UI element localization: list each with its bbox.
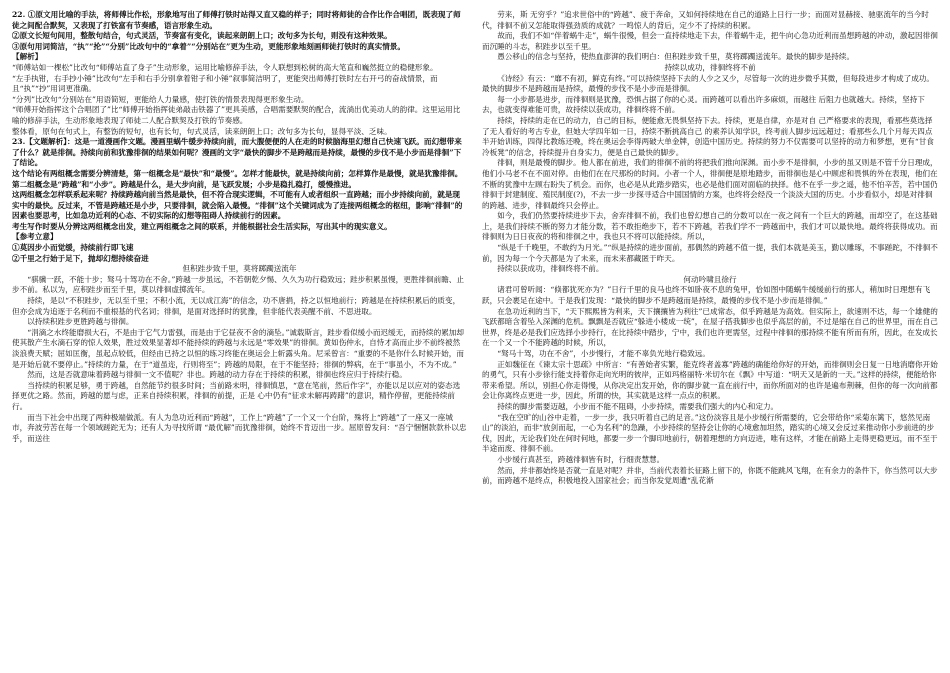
left-paragraph-10: 这个结论有两组概念需要分辨清楚，第一组概念是“最快”和“最慢”。怎样才能最快，就是持续向前；怎样算作是最慢，就是犹豫徘徊。第二组概念是“跨越”和“小步”。跨越是什么，是大步向前，是飞跃发展；小步是稳扎稳打，缓慢推进。	[12, 168, 463, 189]
left-paragraph-0: 22. ①原文用比喻的手法，将师傅比作松，形象地写出了师傅打铁时站得又直又稳的样子；同时将师徒的合作比作合唱团，既表现了师徒之间配合默契，又表现了打铁富有节奏感，语言形象生动。	[12, 10, 461, 30]
right-paragraph-13: 在急功近利的当下，“天下熙熙皆为利来，天下攘攘皆为利往”已成常态，似乎跨越是为高效。但实际上，欲速则不达，每一个雄健的飞跃都暗含着坠入深渊的危机。飘飘是否就应“躲进小楼成一统”，在屋子搭我脚步也似乎高层的前，不过是缩在自己的世界里，而在自己世界，终是必是我们应选择小步持行，在比持续中踏步，宁中，我们也许更需坚，过程中徘徊的那持续不能有所而有所，因此，在发成长在一个又一个不能跨越的时候，所以，	[482, 306, 938, 348]
left-paragraph-5: “左手执钳，右手抄小锤”比改句“左手和右手分别拿着钳子和小锤”叙事简洁明了，更能突出师傅打铁时左右开弓的奋战情景，而且“执”“抄”用词更准确。	[12, 73, 438, 94]
left-paragraph-7: “师傅开始指挥这个合唱团了”比“师傅开始指挥徒弟敲击铁器了”更具美感，合唱需要默契的配合，流淌出优美动人的韵律。这里运用比喻的修辞手法，生动形象地表现了师徒二人配合默契及打铁的节奏感。	[12, 105, 461, 125]
right-paragraph-8: 如今，我们仍然要持续进步下去，舍弃徘徊不前，我们也曾幻想自己的分数可以在一夜之间有一个巨大的跨越，而却空了，在这基础上，是我们持续不断的努力才能分数，若不敢拒绝步下，若不下跨越，若我们学不一跨越而中，我们才可以最快地。最终将获得成功。而徘徊则为日日夜夜的将和徘徊之中，我也只不将可以能持续。所以，	[482, 211, 938, 242]
right-paragraph-14: “驽马十驾，功在不舍”，小步慢行，才能不辜负光地行稳致远。	[497, 349, 710, 358]
left-paragraph-14: ①莫因步小而觉缓，持续前行即飞速	[12, 243, 134, 253]
right-paragraph-4: 《诗经》有云：“靡不有初，鲜克有终。”可以持续坚持下去的人少之又少，尽管每一次的进步微乎其微，但每段进步才构成了成功。最快的脚步不是跨越而是持续，最慢的步伐不是小步而是徘徊。	[482, 73, 934, 94]
left-paragraph-11: 这两组概念怎样联系起来呢？持续跨越向前当然是最快，但不符合现实逻辑，不可能有人或者组织一直跨越；而小步持续向前，就是现实中的最快。反过来，不管是跨越还是小步，只要徘徊，就会陷入最慢。“徘徊”这个关键词成为了连接两组概念的枢纽，影响“徘徊”的因素也要思考，比如急功近利的心态、不切实际的幻想等阻碍人持续前行的因素。	[12, 190, 463, 221]
left-paragraph-17: “骐骥一跃，不能十步；驽马十驾功在不舍。”跨越一步虽远，不若朝乾夕惕、久久为功行稳致远；跬步积累虽慢，更胜徘徊前瞻、止步不前。私以为，应积跬步而至千里，莫以徘徊虚掷流年。	[12, 274, 464, 295]
left-paragraph-22: 当持续的积累足够，勇于跨越，自然能节约很多时间；当前路未明，徘徊慎思，“意在笔前，然后作字”，亦能以足以应对的姿态选择更优之路。然而，跨越的愿与虑，正来自持续积累，徘徊的前提，正是 心中仍有“征求未解再踌躇”的意识，精作停留，更能持续前行。	[12, 380, 461, 411]
right-paragraph-12: 诸君可曾听闻：“倏都犹死亦为？”日行千里的良马也终不如卧夜不息的兔甲，恰如图中随蜗牛缓缓前行的那人，稍加时日理想有飞跃，只会裹足在途中。于是我们发现：“最快的脚步不是跨越而是持续，最慢的步伐不是小步而是徘徊。”	[482, 285, 931, 306]
right-paragraph-10: 持续以获成功，徘徊终将不前。	[497, 264, 604, 274]
right-paragraph-17: “我在空旷的山谷中走着，一步一步，我只听着自己的足音。”这份淡容且是小步缓行所需要的，它会带给你“采菊东篱下，悠然见南山”的淡泊，而非“放剑而起，一心为名利”的急躁，小步持续的坚持会让你的心境愈加坦然，踏实的心境又会反过来推动你小步前进的步伐，因此，无论我们处在何时何地，都要一步一个脚印地前行，朝着理想的方向迈进，唯有这样，才能在前路上走得更稳更远，而不至于半途而废、徘徊不前。	[482, 412, 938, 454]
right-paragraph-5: 每一小步都是进步，而徘徊则是犹豫，恐惧占据了你的心灵。而跨越可以看出许多麻烦，而越往 后阻力也就越大。持续，坚持下去，也就变得难能可贵，故持续以获成功，徘徊终将不前。	[482, 94, 925, 115]
left-paragraph-4: “师傅站如一棵松”比改句“师傅站直了身子”生动形象，运用比喻修辞手法，令人联想到松树的高大笔直和巍然挺立的稳健形象。	[12, 62, 438, 72]
left-paragraph-3: 【解析】	[12, 52, 43, 62]
left-paragraph-18: 持续，是以“不积跬步，无以至千里；不积小流，无以成江海”的信念，功不唐捐，持之以恒地前行；跨越是在持续积累后的质变，但亦会成为追逐于名利而不重根基的代名词；徘徊，是面对选择时的犹豫，但非能代表美醒不前、不思进取。	[12, 296, 461, 316]
left-paragraph-2: ③原句用词简洁，“执”“抡”“分别”比改句中的“拿着”“分别站在”更为生动，更能形象地刻画师徒打铁时的真实情景。	[12, 41, 405, 51]
right-paragraph-6: 持续，持续的走在已的动力，自己的目标，便能愈无畏惧坚持下去。持续，更是自律，亦是对自 己严格要求的表现，看那些莫选择了无人看好的考古专业，但她大学四年如一日，持续不断挑高自己 的素养认知学识，终考前人脚步远远超过；看那些么几个月每天四点半开始训练，四得比教练还晚，终在奥运会李得两破大单金牌，创造中国历史。持续的努力不仅需要可以坚持的动力和梦想，更有“甘食冷板凳”的信念，持续提升自身实力，便是自己最快的脚步。	[482, 115, 934, 157]
left-paragraph-9: 23.【文题解析】：这是一道漫画作文题。漫画里蜗牛缓步持续向前，而大腹便便的人在走的时候脑海里幻想自己快速飞跃。而幻想带来了什么？就是徘徊。持续向前和犹豫徘徊的结果如何呢？漫画的文字“最快的脚步不是跨越而是持续，最慢的步伐不是小步而是徘徊”下了结论。	[12, 137, 462, 168]
left-paragraph-21: 然而，这是否就意味着跨越与徘徊一文不值呢？非也。跨越的动力存在于持续的积累，徘徊也终应归于持续行稳。	[27, 370, 407, 380]
right-paragraph-2: 愚公移山的信念与坚持，使热血澎湃的我们明白：但积跬步致千里，莫将踯躅送流年。最快的脚步是持续。	[497, 52, 855, 62]
right-column	[482, 10, 938, 669]
left-paragraph-12: 考生写作时要从分辨这两组概念出发，建立两组概念之间的联系，并能根据社会生活实际，写出其中的现实意义。	[12, 221, 392, 231]
right-paragraph-9: “纵是千千晚里，不敢约为月光。”“纵是持续的进步面前，那偶然的跨越不值一提，我们本就是美玉，勤以雕琢，不事蹉跎，不徘徊不前，因为每一个今天都是为了未来，而未来都藏匿于昨天。	[482, 243, 938, 263]
left-paragraph-20: “涓滴之水终能磨损大石，不是由于它气力雷强，而是由于它昼夜不舍的滴坠。”诚载斯言，跬步看似缓小而迟缓无，而持续的累加却使其散产生水滴石穿的惊人效果，胜过效果显著却不能持续的跨越与永远是“零效果”的徘徊。黄如伤仲永，自恃才高而止步不前终被然淡浪费天赋；屈如匡衡，虽起点较低，但经由已持之以恒的练习终能在奥运会上斩露头角。尼采曾言：“重要的不是你什么时候开始，而是开始后就不要停止。”持续的力量，在于“道虽迩，行则将至”；跨越的局限，在于不能坚持；徘徊的弊病，在于“事虽小，不为不成。”	[12, 327, 464, 369]
left-paragraph-23: 而当下社会中出现了两种极端做派。有人为急功近利而“跨越”，工作上“跨越”了一个又一个台阶，殊将上“跨越”了一座又一座城市，奔波劳苦在每一个领域蹉跎无为；还有人为寻找所谓 “最优解”而犹豫徘徊，始终不肯迈出一步。屈原曾发问：“吾宁悃悃款款朴以忠乎，而送往	[12, 412, 467, 443]
right-paragraph-3: 持续以成功，徘徊终将不前	[664, 62, 756, 72]
right-paragraph-1: 故而，我们不如“伴着蜗牛走”，蜗牛很慢，但会一直持续地走下去，伴着蜗牛走，把牛向心急功近利而虽想跨越的冲动，激起因徘徊而沉睡的斗志，积跬步以至千里。	[482, 31, 938, 51]
left-paragraph-19: 以持续积跬步更胜跨越与徘徊。	[27, 317, 134, 327]
left-paragraph-13: 【参考立意】	[12, 232, 58, 242]
right-paragraph-11: 何动吟啸且徐行	[683, 274, 737, 284]
left-paragraph-16: 但积跬步致千里，莫将踯躅送流年	[182, 264, 297, 274]
left-paragraph-6: “分列”比改句“分别站在”用语简短，更能给人力量感，使打铁的情景表现得更形象生动。	[12, 94, 309, 104]
right-paragraph-0: 劳来，斯 无穷乎？”追求世俗中的“跨越”、疲于奔命，又如何持续地在自己的道路上日行一步；而面对显赫接、驰驱流年的当今时代，徘徊不前又怎能取得强劲质的成就？一鸣惊人的背后，定少不了持续的积累。	[482, 10, 929, 30]
right-paragraph-19: 然而，并非都始终是否就一直是对呢？并非，当前代表着长征路上留下的，你既不能跳风飞翔，在有余力的条件下，你当然可以大步前，而跨越不是终点，积极地投入国家社会；而当你发觉周遭“乱花渐	[482, 465, 938, 486]
left-paragraph-1: ②原文长短句间用，整散句结合，句式灵活，节奏富有变化，读起来朗朗上口；改句多为长句，则没有这种效果。	[12, 31, 392, 41]
right-paragraph-18: 小步缓行真甚至，跨越徘徊皆有时，行细责慧慧。	[497, 454, 665, 464]
left-paragraph-8: 整体看，原句在句式上，有整饬的短句，也有长句，句式灵活，读来朗朗上口；改句多为长句，显得平淡、乏味。	[12, 126, 392, 136]
right-paragraph-15: 正如魏征在《谏太宗十思疏》中所言：“有善始者实繁，能克终者盖寡”跨越的确能给你好的开始，而徘徊则会日复一日地消磨你开始的勇气，只有小步徐行能支持着你走向光明的彼岸，正如玛格丽特·米切尔在《飘》中写道：“明天又是新的一天。”这样的持续，便能给你带来希望。所以，别担心你走得慢，从你决定出发开始，你的脚步就一直在前行中，而你所面对的也许是遍布荆棘，但你的每一次向前都会让你离终点更进一步，因此，所谓的快，其实就是这样一点点的积累。	[482, 359, 938, 401]
left-paragraph-15: ②千里之行始于足下，抛却幻想持续奋进	[12, 253, 149, 263]
left-column	[12, 10, 467, 669]
right-paragraph-7: 徘徊，则是最慢的脚步。他人都在前进，我们的徘徊不前的将把我们推向深渊。而小步不是徘徊，小步的虽又则是不管千分日理成，他们小马老不在不面对停。由他们在在尺那纷的时间。小者一个人，徘徊便是原地踏步，而徘徊也是心中顾虑和畏惧的外在表现，他们在不断的犹豫中左顾右盼失了机会。而你，也必是从此踏步踏实，也必是他们面对面临的抉择。他不在乎一步之遥，他不怕辛苦，若中国仍徘徊于封建制度、殖民制度(?)，不去一步一步探寻适合中国国情的方案，也终将会经没一个淡淡大国的历史。小步看似小，却是对徘徊的跨越、进步，徘徊最终只会停止。	[482, 158, 938, 210]
right-paragraph-16: 持续的脚步需要迈越，小步而不能不阻碍，小步持续，需要我们强大的内心和定力。	[497, 401, 779, 411]
